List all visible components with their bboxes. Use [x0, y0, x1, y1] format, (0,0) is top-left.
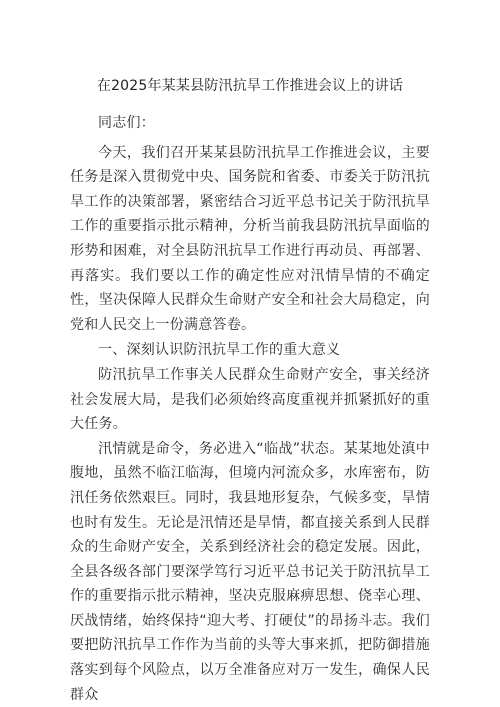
- paragraph-flood-command: 汛情就是命令，务必进入“临战”状态。某某地处滇中腹地，虽然不临江临海，但境内河流众多，水库密布，防汛任务依然艰巨。同时，我县地形复杂，气候多变，旱情也时有发生。无论是汛情还是旱情，都直接关系到人民群众的生命财产安全，关系到经济社会的稳定发展。因此，全县各级各部门要深学笃行习近平总书记关于防汛抗旱工作的重要指示批示精神，坚决克服麻痹思想、侥幸心理、厌战情绪，始终保持“迎大考、打硬仗”的昂扬斗志。我们要把防汛抗旱工作作为当前的头等大事来抓，把防御措施落实到每个风险点，以万全准备应对万一发生，确保人民群众: [70, 440, 430, 703]
- paragraph-intro: 今天，我们召开某某县防汛抗旱工作推进会议，主要任务是深入贯彻党中央、国务院和省委、市委关于防汛抗旱工作的决策部署，紧密结合习近平总书记关于防汛抗旱工作的重要指示批示精神，分析当前我县防汛抗旱面临的形势和困难，对全县防汛抗旱工作进行再动员、再部署、再落实。我们要以工作的确定性应对汛情旱情的不确定性，坚决保障人民群众生命财产安全和社会大局稳定，向党和人民交上一份满意答卷。: [70, 144, 430, 333]
- document-body: [70, 111, 430, 707]
- greeting: 同志们：: [98, 115, 155, 131]
- section-heading: 一、深刻认识防汛抗旱工作的重大意义: [98, 342, 341, 359]
- paragraph-significance: 防汛抗旱工作事关人民群众生命财产安全，事关经济社会发展大局，是我们必须始终高度重视并抓紧抓好的重大任务。: [70, 366, 430, 433]
- document-title: 在2025年某某县防汛抗旱工作推进会议上的讲话: [96, 78, 404, 94]
